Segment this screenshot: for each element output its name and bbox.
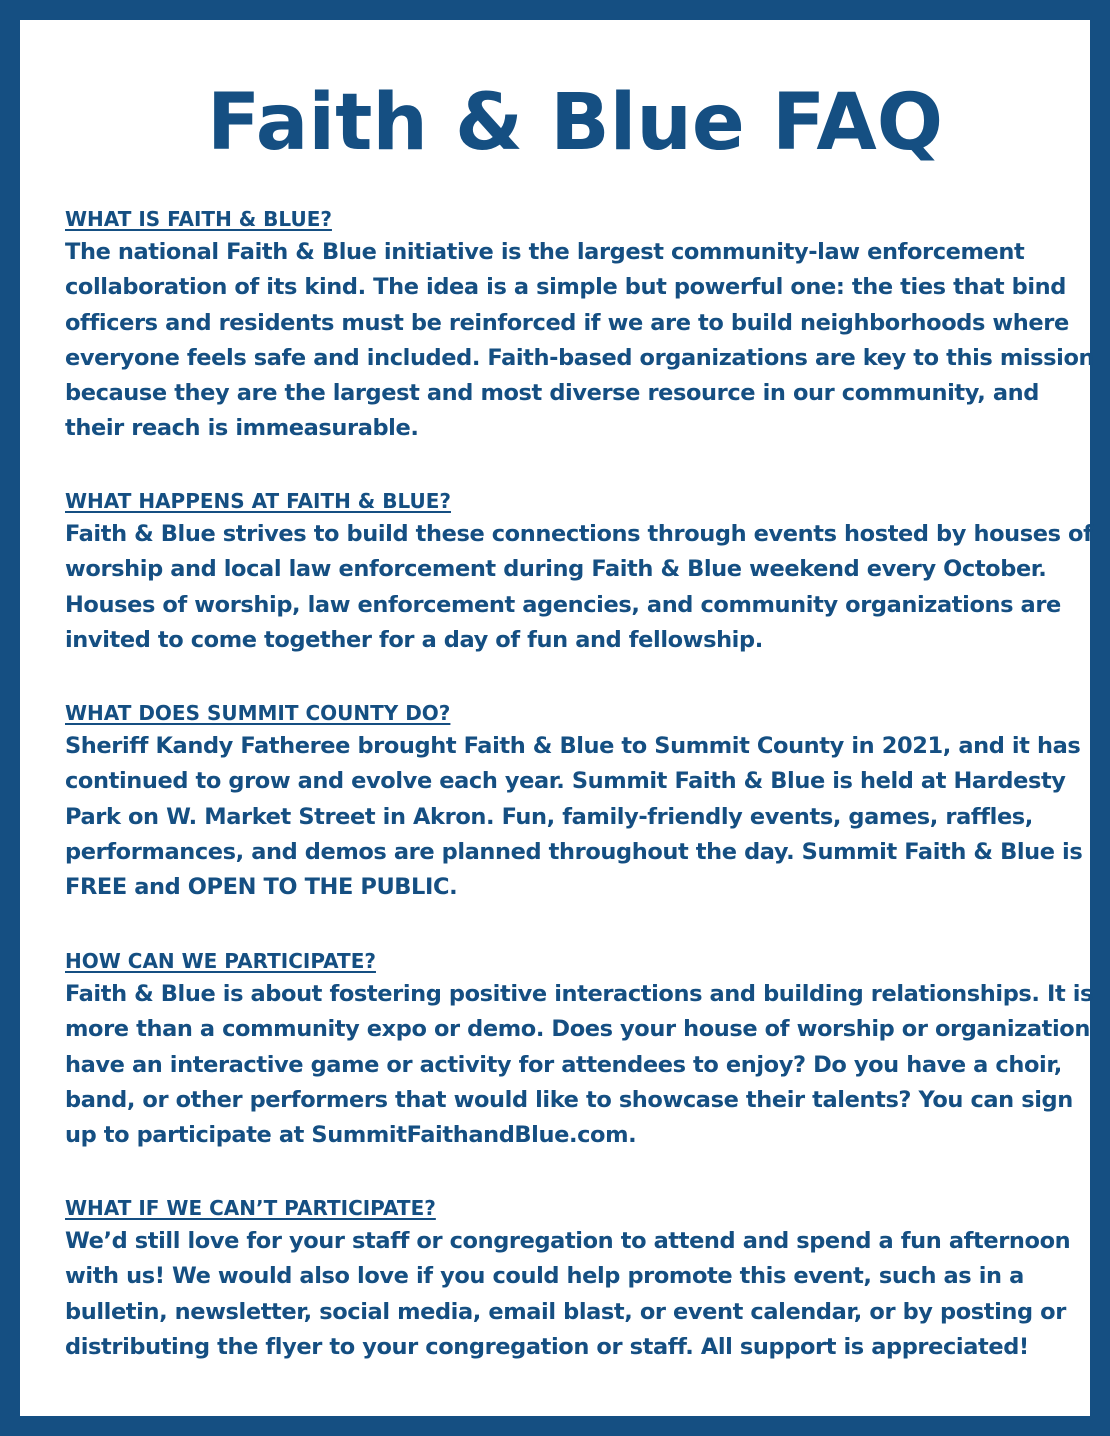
- page-title: Faith & Blue FAQ: [206, 78, 943, 168]
- faq-question: WHAT IF WE CAN’T PARTICIPATE?: [65, 1196, 436, 1220]
- faq-question: WHAT DOES SUMMIT COUNTY DO?: [65, 701, 451, 725]
- faq-answer: Faith & Blue is about fostering positive interactions and building relationships. It is more than a community expo or demo. Does your house of worship or organization have an interactive game or activity for attendees to enjoy? Do you have a choir, band, or other performers that would like to showcase their talents? You can sign up to participate at SummitFaithandBlue.com.: [65, 981, 1094, 1149]
- faq-question: WHAT IS FAITH & BLUE?: [65, 207, 332, 231]
- faq-answer: Sheriff Kandy Fatheree brought Faith & Blue to Summit County in 2021, and it has continued to grow and evolve each year. Summit Faith & Blue is held at Hardesty Park on W. Market Street in Akron. Fun, family-friendly events, games, raffles, performances, and demos are planned throughout the day. Summit Faith & Blue is FREE and OPEN TO THE PUBLIC.: [65, 733, 1083, 901]
- faq-item: [65, 488, 1095, 658]
- faq-answer: We’d still love for your staff or congregation to attend and spend a fun afternoon with us! We would also love if you could help promote this event, such as in a bulletin, newsletter, social media, email blast, or event calendar, or by posting or distributing the flyer to your congregation or staff. All support is appreciated!: [65, 1228, 1071, 1360]
- faq-item: [65, 700, 1095, 905]
- faq-item: [65, 206, 1095, 447]
- faq-answer: The national Faith & Blue initiative is the largest community-law enforcement collaboration of its kind. The idea is a simple but powerful one: the ties that bind officers and residents must be reinforced if we are to build neighborhoods where everyone feels safe and included. Faith-based organizations are key to this mission because they are the largest and most diverse resource in our community, and their reach is immeasurable.: [65, 239, 1095, 442]
- faq-item: [65, 948, 1095, 1153]
- faq-question: WHAT HAPPENS AT FAITH & BLUE?: [65, 489, 451, 513]
- faq-question: HOW CAN WE PARTICIPATE?: [65, 949, 376, 973]
- faq-answer: Faith & Blue strives to build these connections through events hosted by houses of worship and local law enforcement during Faith & Blue weekend every October. Houses of worship, law enforcement agencies, and community organizations are invited to come together for a day of fun and fellowship.: [65, 521, 1093, 653]
- faq-item: [65, 1195, 1095, 1365]
